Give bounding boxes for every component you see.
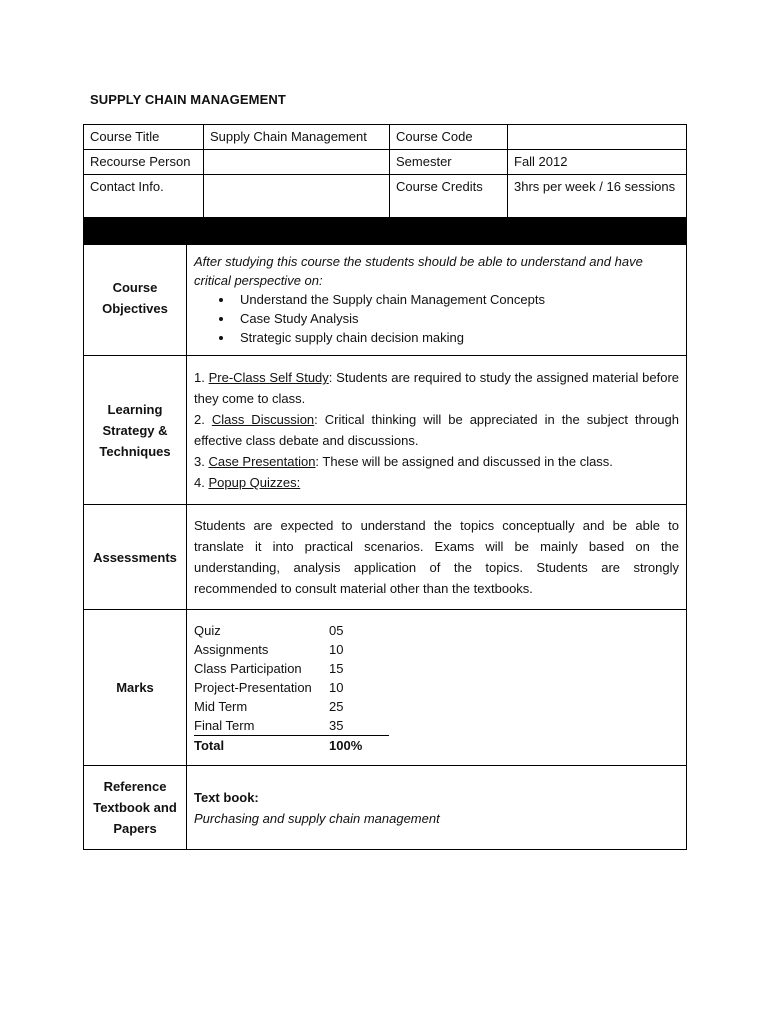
marks-grid: [194, 621, 679, 755]
item-sep: :: [314, 412, 318, 427]
list-item: • Case Study Analysis: [234, 309, 679, 328]
item-number: 2.: [194, 412, 212, 427]
objectives-label: Course Objectives: [84, 241, 187, 356]
course-code-value: [508, 125, 687, 150]
marks-content: [187, 610, 687, 766]
mark-name: Quiz: [194, 622, 221, 638]
mark-value: 05: [329, 622, 344, 638]
marks-row: [84, 610, 687, 766]
assessments-row: [84, 505, 687, 610]
table-row: [84, 150, 687, 175]
contact-label: Contact Info.: [84, 175, 204, 218]
mark-name: Project-Presentation: [194, 679, 312, 695]
resource-person-label: Recourse Person: [84, 150, 204, 175]
reference-book: Purchasing and supply chain management: [194, 810, 440, 826]
contact-value: [204, 175, 390, 218]
assessments-text: Students are expected to understand the topics conceptually and be able to translate it into practical scenarios. Exams will be mainly based on the understanding, analysis application of the topics. Students are strongly recommended to consult material other than the textbooks.: [187, 505, 687, 610]
item-text: Critical thinking will be appreciated in the subject through effective class debate and discussions.: [194, 412, 679, 448]
reference-row: [84, 766, 687, 850]
item-term: Pre-Class Self Study: [208, 370, 329, 385]
reference-label: Reference Textbook and Papers: [84, 766, 187, 850]
course-info-table: [83, 124, 687, 245]
item-number: 3.: [194, 454, 209, 469]
mark-name: Class Participation: [194, 660, 302, 676]
objectives-list: [194, 290, 679, 347]
item-sep: :: [328, 370, 333, 385]
course-code-label: Course Code: [390, 125, 508, 150]
reference-content: [187, 766, 687, 850]
mark-name: Final Term: [194, 716, 329, 736]
learning-item: [194, 367, 679, 409]
semester-value: Fall 2012: [508, 150, 687, 175]
item-text: Students are required to study the assigned material before they come to class.: [194, 370, 679, 406]
mark-value: 10: [329, 679, 344, 695]
item-text: These will be assigned and discussed in the class.: [319, 454, 613, 469]
marks-label: Marks: [84, 610, 187, 766]
total-label: Total: [194, 737, 225, 753]
total-value: 100%: [329, 737, 363, 753]
list-item: • Understand the Supply chain Management Concepts: [234, 290, 679, 309]
item-number: 4.: [194, 475, 209, 490]
mark-name: Assignments: [194, 641, 269, 657]
mark-value: 25: [329, 698, 344, 714]
item-term: Class Discussion: [211, 412, 315, 427]
item-term: Popup Quizzes:: [208, 475, 301, 490]
objectives-intro: After studying this course the students should be able to understand and have critical perspective on:: [194, 253, 643, 288]
learning-item: [194, 472, 679, 493]
objectives-row: [84, 241, 687, 356]
mark-value: 10: [329, 641, 344, 657]
mark-value: 15: [329, 660, 344, 676]
resource-person-value: [204, 150, 390, 175]
item-sep: :: [315, 454, 320, 469]
list-item: • Strategic supply chain decision making: [234, 328, 679, 347]
objectives-content: [187, 241, 687, 356]
course-title-label: Course Title: [84, 125, 204, 150]
document-title: SUPPLY CHAIN MANAGEMENT: [90, 92, 286, 107]
course-title-value: Supply Chain Management: [204, 125, 390, 150]
table-row: [84, 125, 687, 150]
learning-item: [194, 409, 679, 451]
item-term: Case Presentation: [208, 454, 316, 469]
assessments-label: Assessments: [84, 505, 187, 610]
semester-label: Semester: [390, 150, 508, 175]
mark-value: 35: [329, 716, 389, 736]
reference-heading: Text book:: [194, 789, 259, 805]
learning-content: [187, 356, 687, 505]
learning-label: Learning Strategy & Techniques: [84, 356, 187, 505]
item-number: 1.: [194, 370, 209, 385]
credits-value: 3hrs per week / 16 sessions: [508, 175, 687, 218]
course-details-table: [83, 240, 687, 850]
learning-item: [194, 451, 679, 472]
credits-label: Course Credits: [390, 175, 508, 218]
learning-row: [84, 356, 687, 505]
mark-name: Mid Term: [194, 698, 248, 714]
table-row: [84, 175, 687, 218]
